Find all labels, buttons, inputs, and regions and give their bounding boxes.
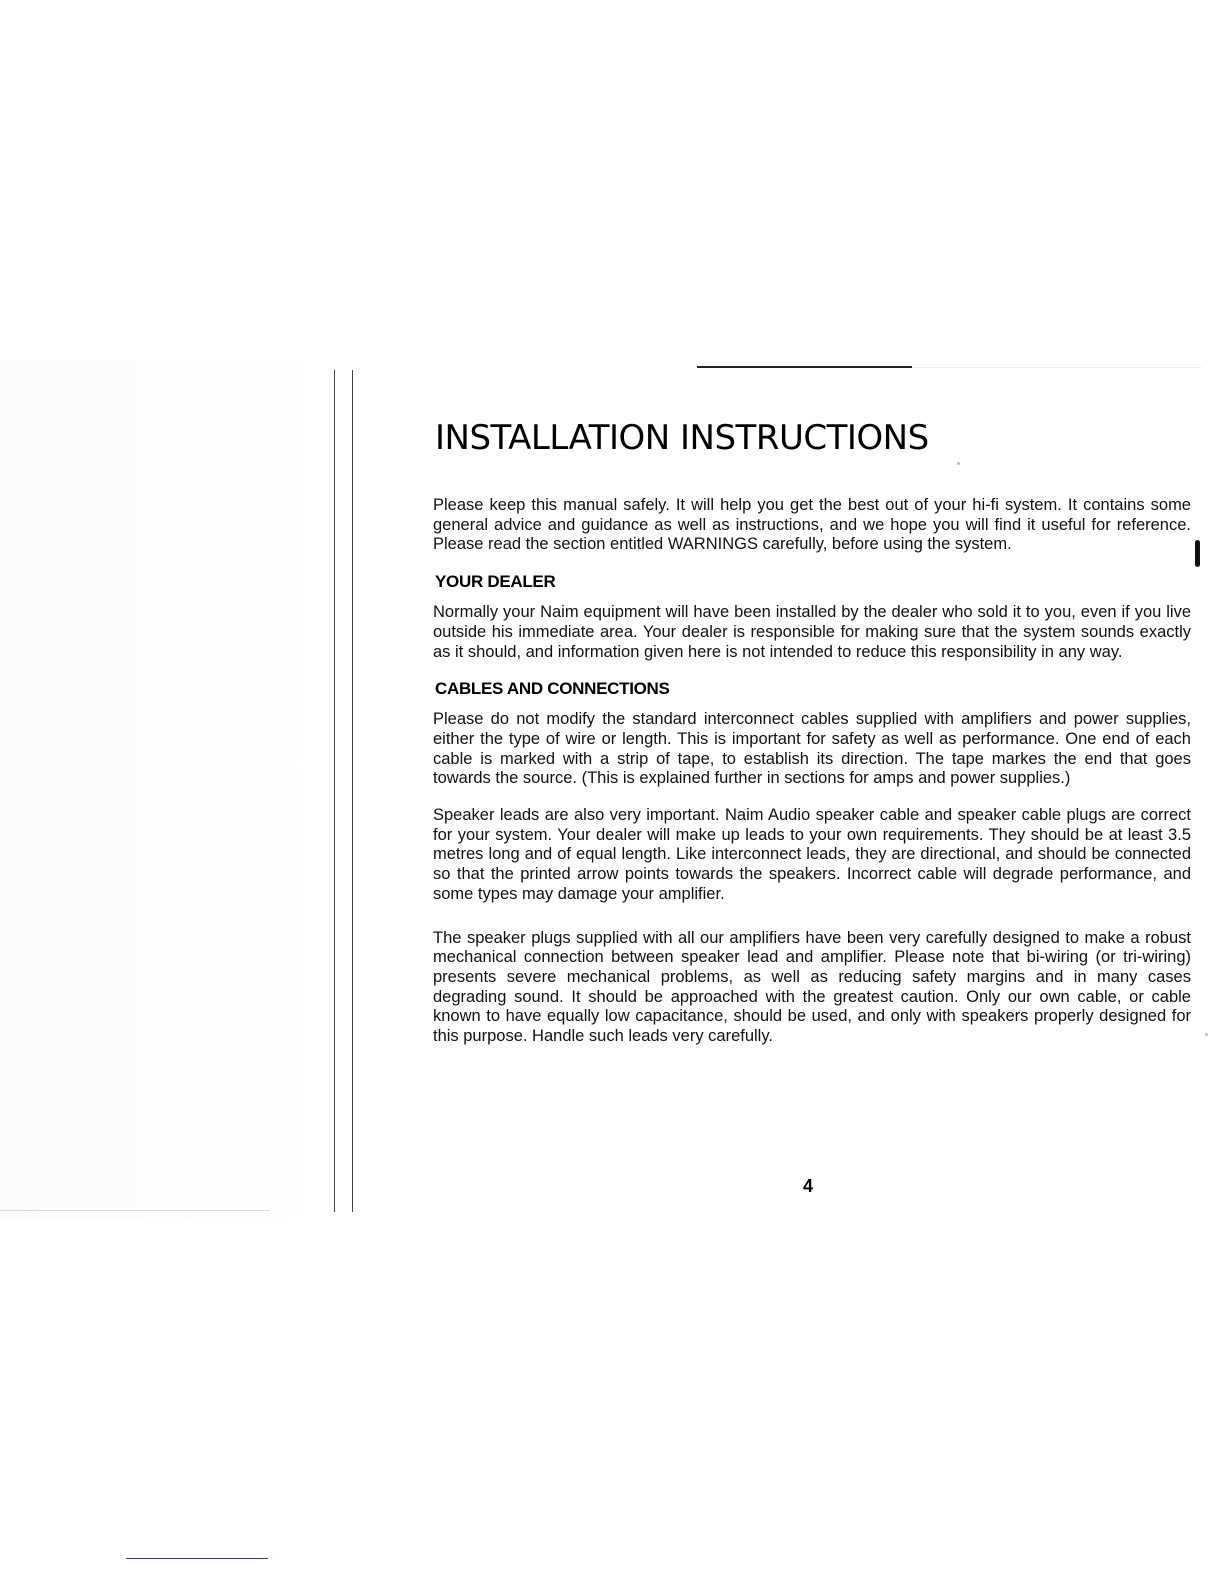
margin-mark (1195, 540, 1200, 567)
binding-line-left (334, 370, 335, 1212)
binding-line-right (352, 370, 353, 1212)
scan-speck (1205, 1033, 1208, 1036)
top-rule-extension (912, 367, 1202, 368)
section-heading-your-dealer: YOUR DEALER (435, 572, 556, 592)
cables-paragraph-3: The speaker plugs supplied with all our amplifiers have been very carefully designed to make a robust mechanical connection between speaker lead and amplifier. Please note that bi-wiring (or tri-wiring) presents severe mechanical problems, as well as reducing safety margins and in many cases degrading sound. It should be approached with the greatest caution. Only our own cable, or cable known to have equally low capacitance, should be used, and only with speakers properly designed for this purpose. Handle such leads very carefully. (433, 928, 1191, 1046)
cables-paragraph-1: Please do not modify the standard interconnect cables supplied with amplifiers and power supplies, either the type of wire or length. This is important for safety as well as performance. One end of each cable is marked with a strip of tape, to establish its direction. The tape markes the end that goes towards the source. (This is explained further in sections for amps and power supplies.) (433, 710, 1191, 788)
dealer-paragraph: Normally your Naim equipment will have been installed by the dealer who sold it to you, even if you live outside his immediate area. Your dealer is responsible for making sure that the system sounds exactly as it should, and information given here is not intended to reduce this responsibility in any way. (433, 603, 1191, 661)
cables-paragraph-2: Speaker leads are also very important. Naim Audio speaker cable and speaker cable plugs are correct for your system. Your dealer will make up leads to your own requirements. They should be at least 3.5 metres long and of equal length. Like interconnect leads, they are directional, and should be connected so that the printed arrow points towards the speakers. Incorrect cable will degrade performance, and some types may damage your amplifier. (433, 806, 1191, 903)
left-page-edge (0, 1210, 270, 1211)
top-rule (697, 366, 912, 368)
page-content (433, 418, 1191, 1064)
bottom-rule (126, 1558, 268, 1559)
intro-paragraph: Please keep this manual safely. It will help you get the best out of your hi-fi system. It contains some general advice and guidance as well as instructions, and we hope you will find it useful for reference. Please read the section entitled WARNINGS carefully, before using the system. (433, 496, 1191, 554)
page-title: INSTALLATION INSTRUCTIONS (435, 418, 929, 458)
scan-shadow (0, 360, 330, 1220)
section-heading-cables: CABLES AND CONNECTIONS (435, 679, 670, 699)
page-number: 4 (803, 1176, 814, 1196)
